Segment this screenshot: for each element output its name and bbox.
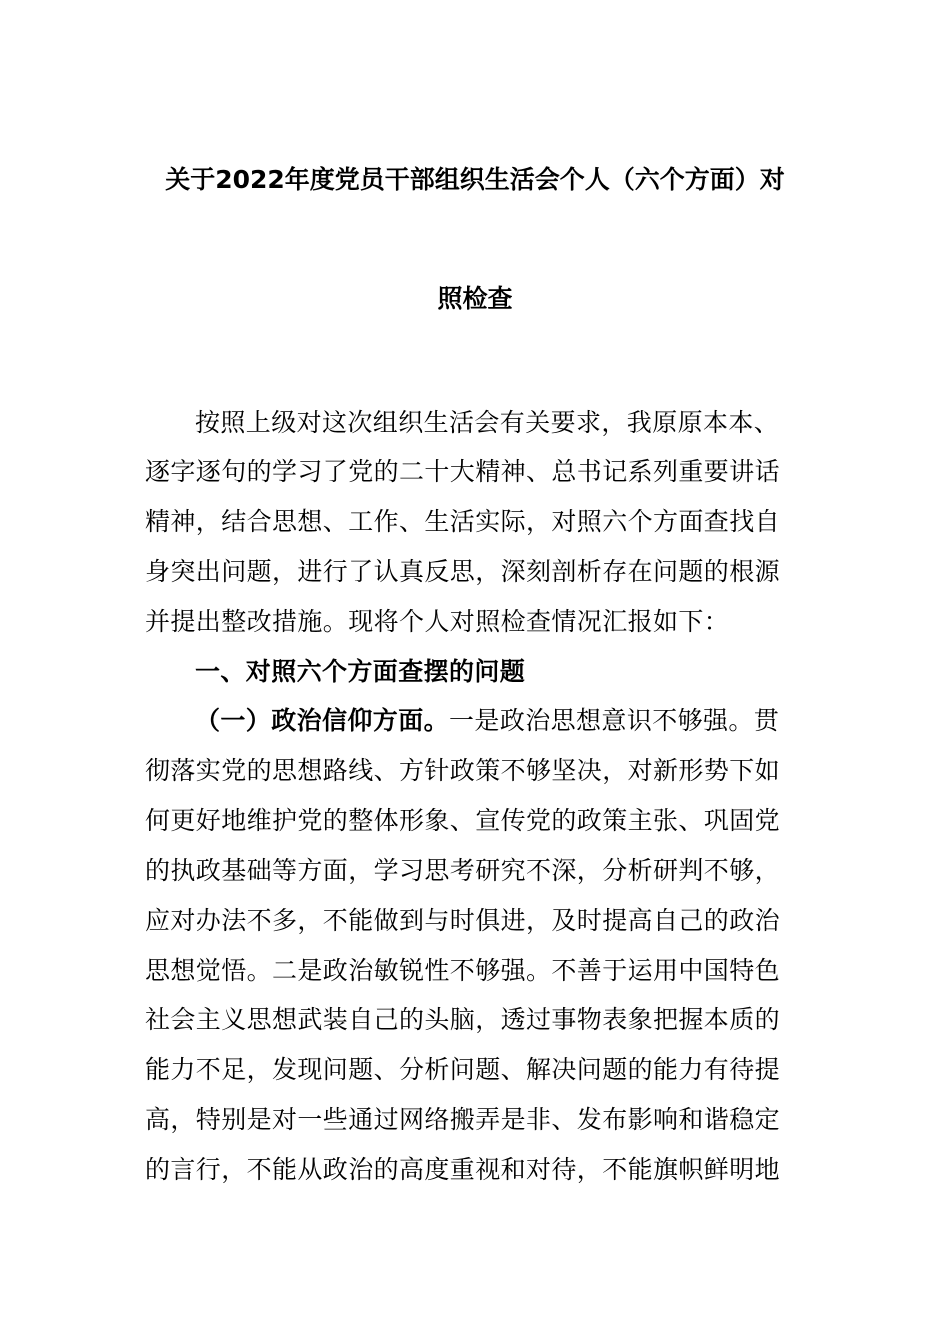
subsection-paragraph-line: 的言行，不能从政治的高度重视和对待，不能旗帜鲜明地 xyxy=(145,1155,781,1184)
intro-paragraph-line: 精神，结合思想、工作、生活实际，对照六个方面查找自 xyxy=(145,507,781,536)
section-heading: 一、对照六个方面查摆的问题 xyxy=(195,657,526,686)
intro-paragraph-line: 按照上级对这次组织生活会有关要求，我原原本本、 xyxy=(195,408,780,437)
subsection-paragraph-line: 的执政基础等方面，学习思考研究不深，分析研判不够， xyxy=(145,856,781,885)
subsection-paragraph-line: 高，特别是对一些通过网络搬弄是非、发布影响和谐稳定 xyxy=(145,1105,781,1134)
intro-paragraph-line: 并提出整改措施。现将个人对照检查情况汇报如下： xyxy=(145,607,730,636)
intro-paragraph-line: 逐字逐句的学习了党的二十大精神、总书记系列重要讲话 xyxy=(145,457,781,486)
document-title-line-1: 关于2022年度党员干部组织生活会个人（六个方面）对 xyxy=(165,165,785,194)
subsection-heading: （一）政治信仰方面。 xyxy=(195,706,450,735)
subsection-first-line xyxy=(195,706,860,736)
subsection-first-line-text: 一是政治思想意识不够强。贯 xyxy=(449,706,780,735)
subsection-paragraph-line: 何更好地维护党的整体形象、宣传党的政策主张、巩固党 xyxy=(145,806,781,835)
subsection-paragraph-line: 能力不足，发现问题、分析问题、解决问题的能力有待提 xyxy=(145,1055,781,1084)
subsection-paragraph-line: 社会主义思想武装自己的头脑，透过事物表象把握本质的 xyxy=(145,1005,781,1034)
subsection-paragraph-line: 彻落实党的思想路线、方针政策不够坚决，对新形势下如 xyxy=(145,756,781,785)
subsection-paragraph-line: 思想觉悟。二是政治敏锐性不够强。不善于运用中国特色 xyxy=(145,956,781,985)
subsection-paragraph-line: 应对办法不多，不能做到与时俱进，及时提高自己的政治 xyxy=(145,906,781,935)
document-title-line-2: 照检查 xyxy=(437,284,513,313)
intro-paragraph-line: 身突出问题，进行了认真反思，深刻剖析存在问题的根源 xyxy=(145,557,781,586)
